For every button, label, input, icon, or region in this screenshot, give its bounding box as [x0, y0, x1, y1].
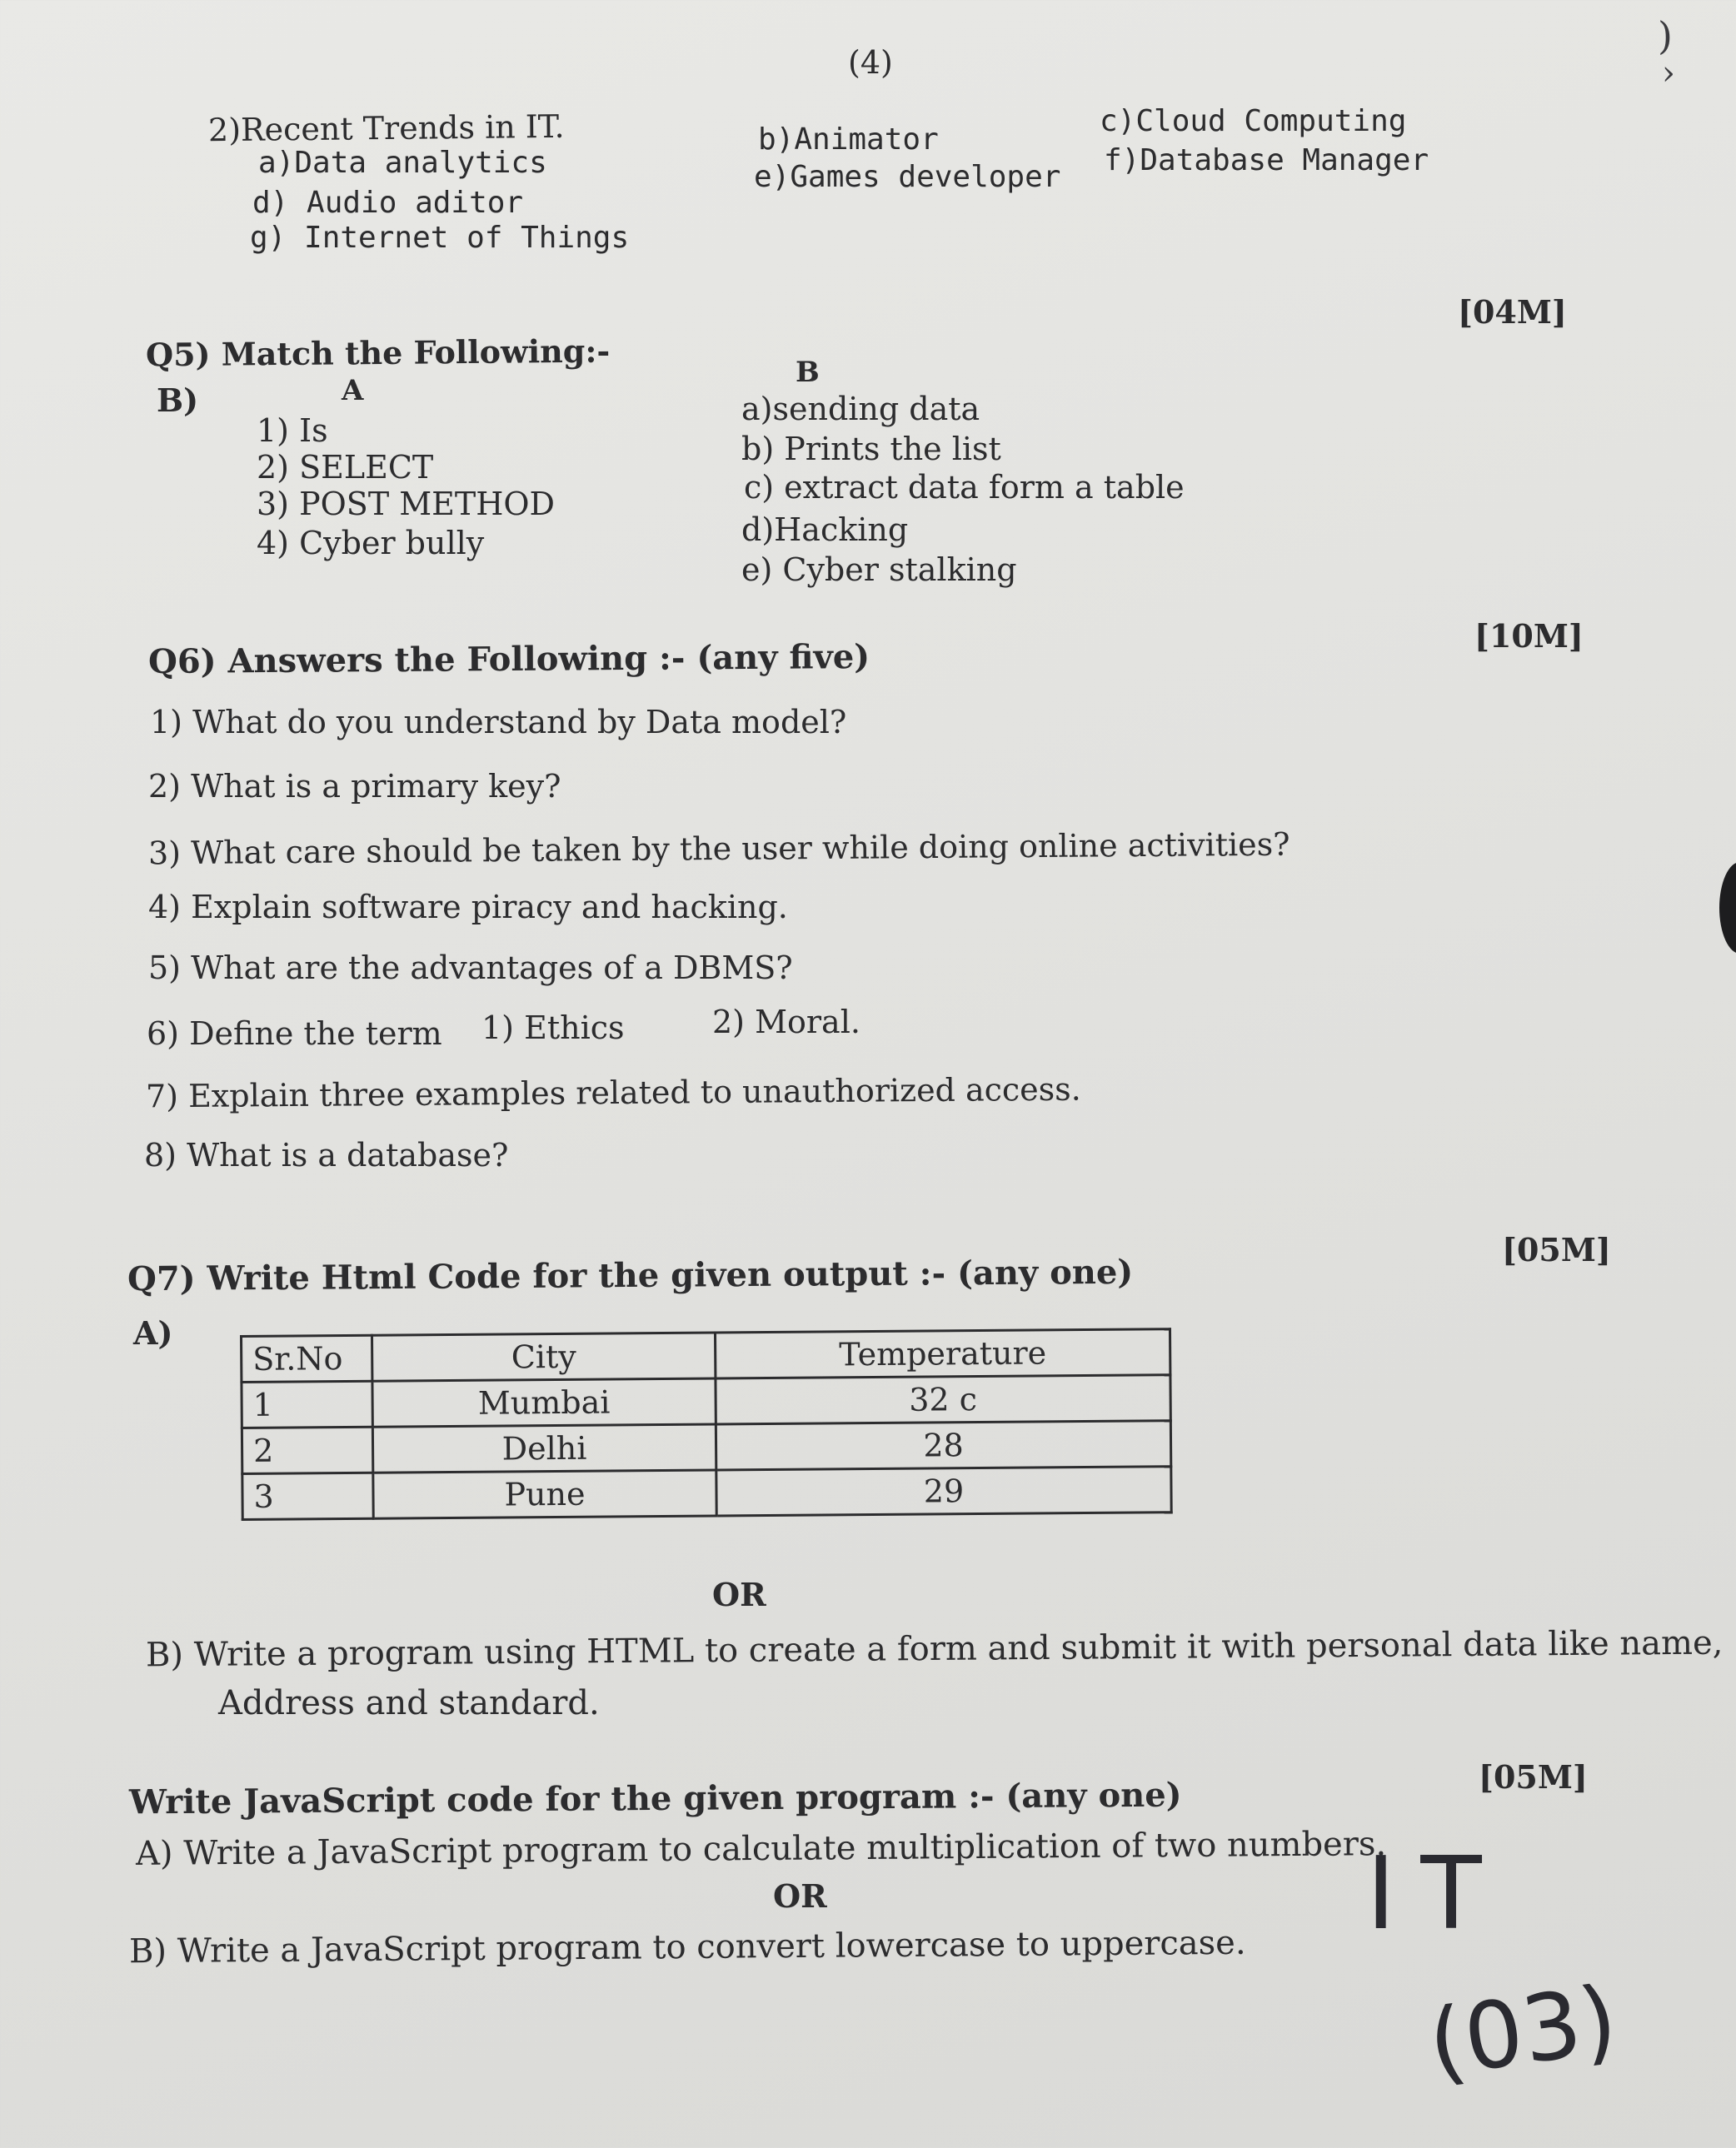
- table-cell: Pune: [373, 1470, 716, 1518]
- q6-question-7: 7) Explain three examples related to unauthorized access.: [145, 1070, 1081, 1115]
- temperature-table: [240, 1328, 1173, 1521]
- right-edge-shadow: [1719, 862, 1736, 954]
- q8-title: Write JavaScript code for the given program :- (any one): [128, 1775, 1182, 1822]
- q8-marks: [05M]: [1479, 1758, 1588, 1796]
- table-header-cell: Sr.No: [242, 1335, 372, 1382]
- table-cell: 32 c: [716, 1375, 1170, 1424]
- page-number: (4): [848, 44, 893, 81]
- table-cell: 28: [716, 1421, 1170, 1470]
- recent-trends-heading: 2)Recent Trends in IT.: [207, 107, 565, 149]
- q6-question-3: 3) What care should be taken by the user while doing online activities?: [147, 825, 1290, 872]
- table-row: [242, 1375, 1170, 1428]
- match-b-e: e) Cyber stalking: [741, 551, 1017, 588]
- q8-or: OR: [773, 1877, 827, 1915]
- option-d: d) Audio aditor: [252, 186, 524, 220]
- match-b-a: a)sending data: [741, 391, 980, 427]
- q6-question-4: 4) Explain software piracy and hacking.: [148, 889, 788, 925]
- table-header-row: [242, 1329, 1170, 1383]
- q6-question-6-ethics: 1) Ethics: [481, 1009, 625, 1046]
- q7-or: OR: [712, 1576, 766, 1613]
- q6-title: Q6) Answers the Following :- (any five): [147, 636, 870, 682]
- option-a: a)Data analytics: [258, 146, 547, 180]
- handwritten-subject: IT: [1366, 1837, 1507, 1952]
- q7-title: Q7) Write Html Code for the given output :- (any one): [127, 1252, 1134, 1299]
- q7-part-b-line2: Address and standard.: [218, 1684, 600, 1722]
- q5-col-a-header: A: [342, 374, 364, 407]
- match-a-4: 4) Cyber bully: [257, 525, 485, 561]
- table-cell: Mumbai: [372, 1378, 716, 1427]
- q6-question-1: 1) What do you understand by Data model?: [150, 704, 847, 740]
- option-b: b)Animator: [758, 122, 939, 157]
- q5-title: Q5) Match the Following:-: [145, 331, 611, 374]
- option-f: f)Database Manager: [1104, 143, 1429, 177]
- handwritten-code: (03): [1422, 1965, 1624, 2098]
- table-row: [242, 1421, 1170, 1474]
- q6-question-8: 8) What is a database?: [144, 1137, 509, 1174]
- q8-part-a: A) Write a JavaScript program to calculate multiplication of two numbers.: [135, 1825, 1387, 1873]
- q6-marks: [10M]: [1474, 617, 1584, 655]
- table-cell: 2: [242, 1427, 372, 1473]
- q6-question-6: 6) Define the term: [147, 1015, 442, 1052]
- corner-mark-icon: ): [1658, 13, 1673, 58]
- table-cell: 29: [716, 1467, 1171, 1516]
- q6-question-5: 5) What are the advantages of a DBMS?: [148, 949, 793, 986]
- match-a-1: 1) Is: [257, 412, 328, 449]
- match-b-b: b) Prints the list: [741, 431, 1001, 467]
- match-b-c: c) extract data form a table: [744, 469, 1185, 506]
- option-e: e)Games developer: [754, 160, 1061, 194]
- table-cell: 1: [242, 1381, 372, 1428]
- q5-col-b-header: B: [796, 356, 820, 389]
- table-header-cell: Temperature: [715, 1329, 1170, 1378]
- q7-marks: [05M]: [1502, 1231, 1611, 1268]
- option-g: g) Internet of Things: [250, 221, 630, 255]
- q6-question-2: 2) What is a primary key?: [148, 768, 561, 805]
- match-b-d: d)Hacking: [741, 511, 909, 548]
- match-a-2: 2) SELECT: [257, 449, 434, 486]
- table-cell: Delhi: [372, 1424, 716, 1473]
- corner-mark-icon: ›: [1662, 54, 1675, 92]
- q7-part-b-line1: B) Write a program using HTML to create a form and submit it with personal data like name,: [145, 1623, 1724, 1675]
- option-c: c)Cloud Computing: [1100, 104, 1407, 138]
- q6-question-6-moral: 2) Moral.: [712, 1004, 861, 1040]
- q5-marks: [04M]: [1458, 293, 1567, 331]
- q7-sub-a: A): [133, 1314, 173, 1352]
- match-a-3: 3) POST METHOD: [257, 486, 556, 522]
- table-cell: 3: [242, 1473, 373, 1519]
- q8-part-b: B) Write a JavaScript program to convert lowercase to uppercase.: [128, 1923, 1246, 1971]
- q5-sub-label: B): [157, 381, 199, 419]
- table-row: [242, 1467, 1171, 1520]
- table-header-cell: City: [372, 1333, 716, 1381]
